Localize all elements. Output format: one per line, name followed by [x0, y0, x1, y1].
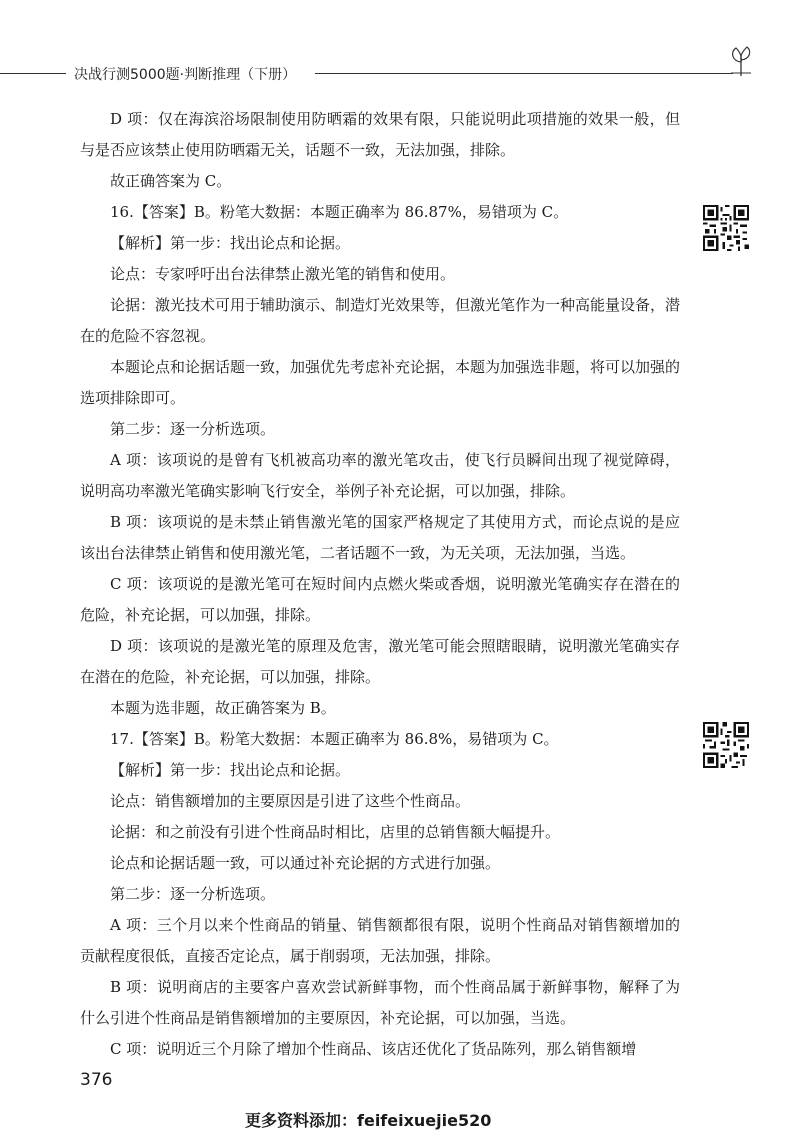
paragraph: 论点：专家呼吁出台法律禁止激光笔的销售和使用。 [110, 265, 456, 283]
qr-code-17[interactable] [703, 722, 749, 768]
paragraph: A 项：三个月以来个性商品的销量、销售额都很有限，说明个性商品对销售额增加的贡献程度很低，直接否定论点，属于削弱项，无法加强，排除。 [80, 916, 680, 965]
paragraph: 【解析】第一步：找出论点和论据。 [110, 234, 351, 252]
paragraph: B 项：说明商店的主要客户喜欢尝试新鲜事物，而个性商品属于新鲜事物，解释了为什么引进个性商品是销售额增加的主要原因，补充论据，可以加强，当选。 [80, 978, 680, 1027]
paragraph: C 项：该项说的是激光笔可在短时间内点燃火柴或香烟，说明激光笔确实存在潜在的危险，补充论据，可以加强，排除。 [80, 575, 680, 624]
page-body [80, 104, 680, 1065]
paragraph: 本题为选非题，故正确答案为 B。 [110, 699, 336, 717]
paragraph: 本题论点和论据话题一致，加强优先考虑补充论据，本题为加强选非题，将可以加强的选项排除即可。 [80, 358, 681, 407]
footer-note: 更多资料添加：feifeixuejie520 [245, 1111, 492, 1130]
paragraph: 第二步：逐一分析选项。 [110, 420, 276, 438]
paragraph: C 项：说明近三个月除了增加个性商品、该店还优化了货品陈列，那么销售额增 [110, 1040, 637, 1058]
paragraph: D 项：该项说的是激光笔的原理及危害，激光笔可能会照瞎眼睛，说明激光笔确实存在潜在的危险，补充论据，可以加强，排除。 [80, 637, 680, 686]
answer-16: 16.【答案】B。粉笔大数据：本题正确率为 86.87%，易错项为 C。 [110, 203, 569, 221]
header-rule-right [315, 73, 733, 74]
paragraph: B 项：该项说的是未禁止销售激光笔的国家严格规定了其使用方式，而论点说的是应该出台法律禁止销售和使用激光笔，二者话题不一致，为无关项，无法加强，当选。 [80, 513, 680, 562]
paragraph: 论点：销售额增加的主要原因是引进了这些个性商品。 [110, 792, 471, 810]
paragraph: A 项：该项说的是曾有飞机被高功率的激光笔攻击，使飞行员瞬间出现了视觉障碍，说明高功率激光笔确实影响飞行安全，举例子补充论据，可以加强，排除。 [80, 451, 680, 500]
running-header: 决战行测5000题·判断推理（下册） [74, 67, 297, 83]
paragraph: 论据：和之前没有引进个性商品时相比，店里的总销售额大幅提升。 [110, 823, 561, 841]
paragraph: 论点和论据话题一致，可以通过补充论据的方式进行加强。 [110, 854, 501, 872]
paragraph: 故正确答案为 C。 [110, 172, 232, 190]
paragraph: D 项：仅在海滨浴场限制使用防晒霜的效果有限，只能说明此项措施的效果一般，但与是否应该禁止使用防晒霜无关，话题不一致，无法加强，排除。 [80, 110, 680, 159]
header-rule-left [0, 73, 66, 74]
paragraph: 【解析】第一步：找出论点和论据。 [110, 761, 351, 779]
sprout-icon [728, 44, 754, 78]
paragraph: 论据：激光技术可用于辅助演示、制造灯光效果等，但激光笔作为一种高能量设备，潜在的危险不容忽视。 [80, 296, 681, 345]
qr-code-16[interactable] [703, 205, 749, 251]
paragraph: 第二步：逐一分析选项。 [110, 885, 276, 903]
answer-17: 17.【答案】B。粉笔大数据：本题正确率为 86.8%，易错项为 C。 [110, 730, 559, 748]
page-number: 376 [80, 1070, 113, 1090]
